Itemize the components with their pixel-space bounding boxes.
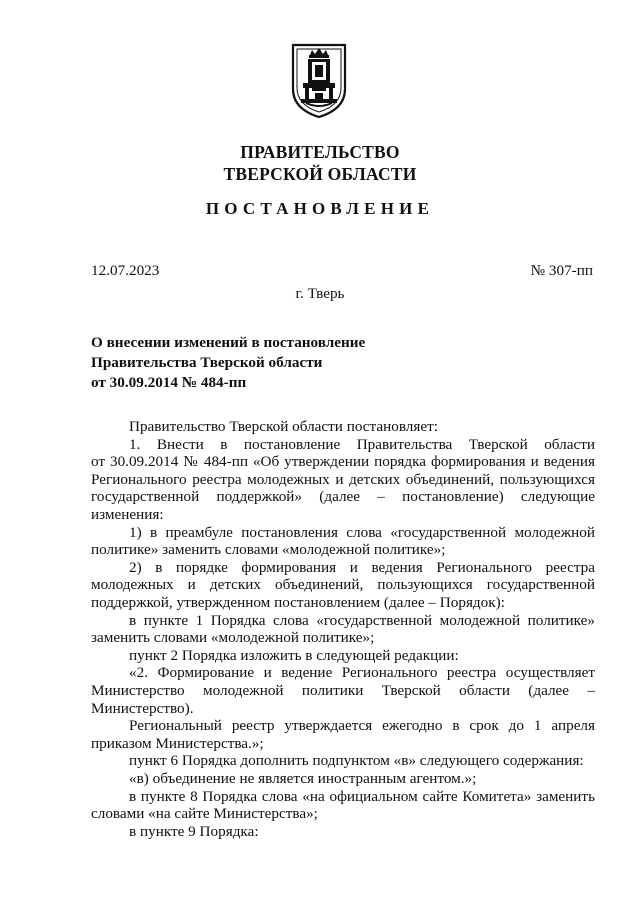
body-line: пункт 2 Порядка изложить в следующей редакции: xyxy=(129,646,459,664)
body-line: 2) в порядке формирования и ведения Регионального реестра xyxy=(129,558,595,576)
title-line: Правительства Тверской области xyxy=(91,354,323,371)
body-line: словами «на сайте Министерства»; xyxy=(91,805,318,823)
body-line: Региональный реестр утверждается ежегодно в срок до 1 апреля xyxy=(129,717,595,735)
body-line: в пункте 8 Порядка слова «на официальном сайте Комитета» заменить xyxy=(129,787,595,805)
body-line: поддержкой, утвержденном постановлением (далее – Порядок): xyxy=(91,594,505,611)
body-line: в пункте 9 Порядка: xyxy=(129,822,259,840)
tver-region-coat-of-arms-icon xyxy=(290,43,348,119)
document-city: г. Тверь xyxy=(295,285,345,302)
body-line: приказом Министерства.»; xyxy=(91,734,264,752)
body-line: изменения: xyxy=(91,506,164,523)
document-title xyxy=(91,333,491,393)
body-line: «2. Формирование и ведение Регионального реестра осуществляет xyxy=(129,664,595,682)
document-date: 12.07.2023 xyxy=(91,262,160,279)
title-line: от 30.09.2014 № 484-пп xyxy=(91,374,247,391)
government-name-line-2: ТВЕРСКОЙ ОБЛАСТИ xyxy=(223,164,417,184)
body-line: политике» заменить словами «молодежной политике»; xyxy=(91,541,446,559)
body-line: Министерство). xyxy=(91,699,194,717)
body-line: заменить словами «молодежной политике»; xyxy=(91,629,375,647)
body-line: «в) объединение не является иностранным агентом.»; xyxy=(129,770,477,787)
document-type: ПОСТАНОВЛЕНИЕ xyxy=(205,199,435,218)
body-line: 1) в преамбуле постановления слова «государственной молодежной xyxy=(129,523,595,541)
body-line: от 30.09.2014 № 484-пп «Об утверждении порядка формирования и ведения xyxy=(91,453,595,471)
body-line: в пункте 1 Порядка слова «государственной молодежной политике» xyxy=(129,611,595,629)
document-number: № 307-пп xyxy=(530,262,593,279)
body-line: молодежных и детских объединений, пользующихся государственной xyxy=(91,576,595,594)
body-line: Правительство Тверской области постановляет: xyxy=(129,418,438,435)
body-line: Министерство молодежной политики Тверской области (далее – xyxy=(91,682,595,699)
body-line: пункт 6 Порядка дополнить подпунктом «в» следующего содержания: xyxy=(129,752,584,770)
body-line: государственной поддержкой» (далее – постановление) следующие xyxy=(91,488,595,506)
title-line: О внесении изменений в постановление xyxy=(91,334,366,351)
body-line: 1. Внести в постановление Правительства Тверской области xyxy=(129,435,595,453)
body-line: Регионального реестра молодежных и детских объединений, пользующихся xyxy=(91,470,595,488)
government-name-line-1: ПРАВИТЕЛЬСТВО xyxy=(240,142,400,162)
